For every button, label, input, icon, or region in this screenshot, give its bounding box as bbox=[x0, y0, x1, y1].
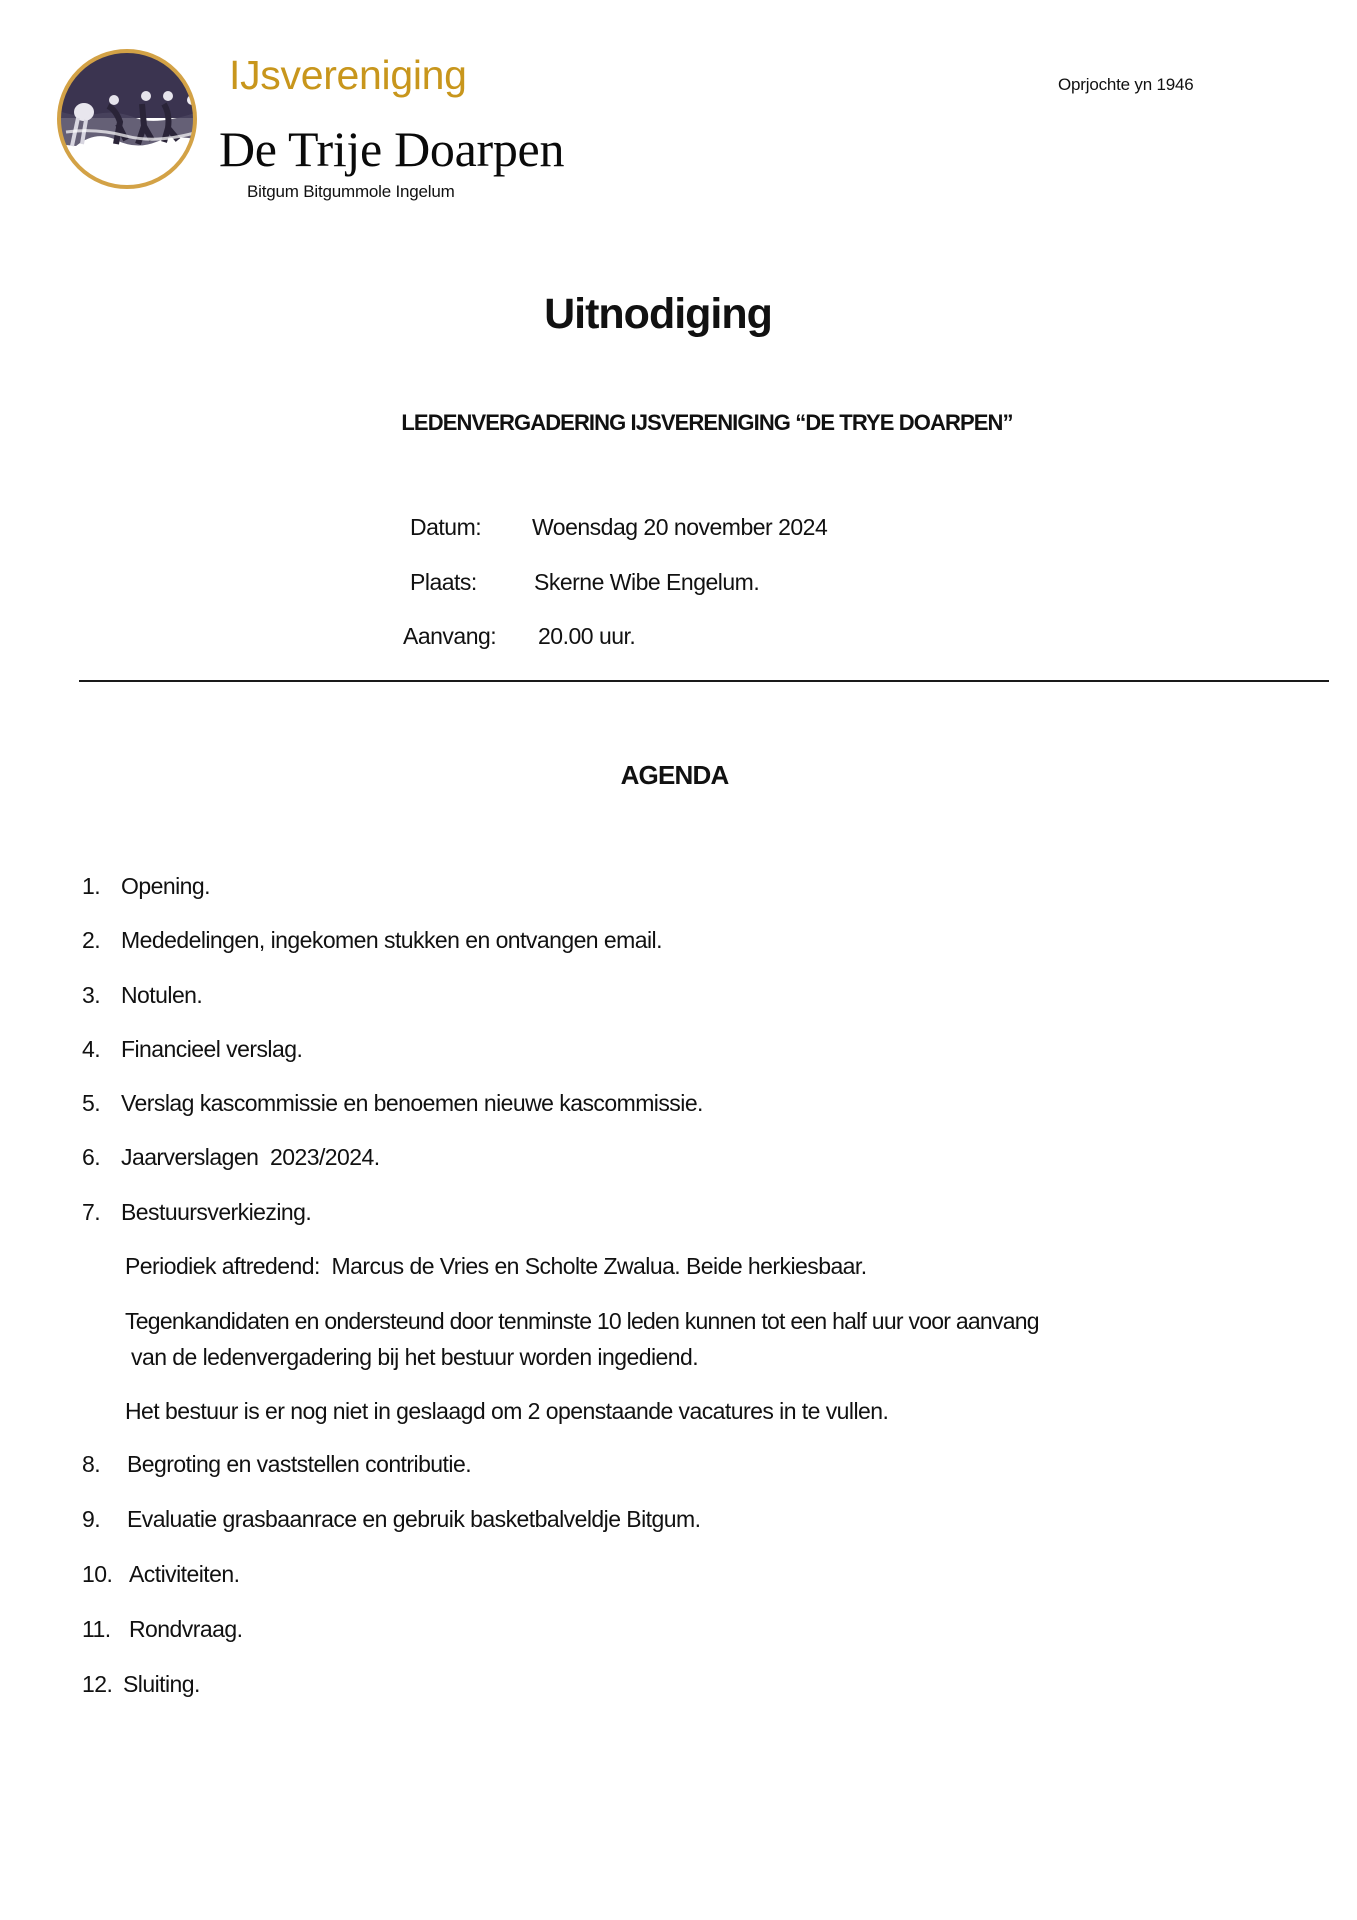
founded-year: Oprjochte yn 1946 bbox=[1058, 75, 1194, 94]
date-value: Woensdag 20 november 2024 bbox=[532, 514, 828, 540]
agenda-item-text: Activiteiten. bbox=[129, 1561, 240, 1587]
agenda-item-text: Financieel verslag. bbox=[121, 1036, 303, 1062]
agenda-item-number: 8. bbox=[82, 1451, 101, 1477]
agenda-item-text: Sluiting. bbox=[123, 1671, 200, 1697]
agenda-note-candidates-line1: Tegenkandidaten en ondersteund door tenminste 10 leden kunnen tot een half uur voor aanvang bbox=[125, 1308, 1039, 1334]
agenda-item-number: 7. bbox=[82, 1199, 101, 1225]
agenda-item-number: 5. bbox=[82, 1090, 101, 1116]
document-title: Uitnodiging bbox=[544, 290, 772, 338]
club-logo bbox=[56, 48, 198, 190]
agenda-item-text: Notulen. bbox=[121, 982, 203, 1008]
divider-line bbox=[79, 680, 1329, 682]
agenda-item-text: Mededelingen, ingekomen stukken en ontvangen email. bbox=[121, 927, 662, 953]
agenda-item-number: 3. bbox=[82, 982, 101, 1008]
agenda-item-text: Jaarverslagen 2023/2024. bbox=[121, 1144, 380, 1170]
agenda-note-retiring: Periodiek aftredend: Marcus de Vries en Scholte Zwalua. Beide herkiesbaar. bbox=[125, 1253, 867, 1279]
agenda-item-text: Verslag kascommissie en benoemen nieuwe kascommissie. bbox=[121, 1090, 703, 1116]
place-value: Skerne Wibe Engelum. bbox=[534, 569, 760, 595]
agenda-heading: AGENDA bbox=[620, 760, 729, 790]
agenda-item-number: 12. bbox=[82, 1671, 113, 1697]
agenda-note-vacancies: Het bestuur is er nog niet in geslaagd om 2 openstaande vacatures in te vullen. bbox=[125, 1398, 889, 1424]
agenda-item-text: Opening. bbox=[121, 873, 210, 899]
start-time-label: Aanvang: bbox=[403, 623, 497, 649]
agenda-item-text: Evaluatie grasbaanrace en gebruik basketbalveldje Bitgum. bbox=[127, 1506, 701, 1532]
agenda-item-number: 6. bbox=[82, 1144, 101, 1170]
org-prefix: IJsvereniging bbox=[229, 52, 467, 98]
agenda-item-number: 4. bbox=[82, 1036, 101, 1062]
skaters-photo-icon bbox=[56, 48, 198, 190]
agenda-item-number: 2. bbox=[82, 927, 101, 953]
start-time-value: 20.00 uur. bbox=[538, 623, 636, 649]
agenda-note-candidates-line2: van de ledenvergadering bij het bestuur worden ingediend. bbox=[131, 1344, 699, 1370]
agenda-item-number: 10. bbox=[82, 1561, 113, 1587]
agenda-item-number: 11. bbox=[82, 1616, 111, 1642]
org-name: De Trije Doarpen bbox=[219, 121, 565, 177]
agenda-item-number: 9. bbox=[82, 1506, 101, 1532]
agenda-item-text: Bestuursverkiezing. bbox=[121, 1199, 312, 1225]
date-label: Datum: bbox=[410, 514, 482, 540]
agenda-item-text: Rondvraag. bbox=[129, 1616, 243, 1642]
org-villages: Bitgum Bitgummole Ingelum bbox=[247, 182, 455, 201]
agenda-item-number: 1. bbox=[82, 873, 101, 899]
agenda-item-text: Begroting en vaststellen contributie. bbox=[127, 1451, 472, 1477]
place-label: Plaats: bbox=[410, 569, 477, 595]
meeting-title: LEDENVERGADERING IJSVERENIGING “DE TRYE DOARPEN” bbox=[401, 410, 1013, 435]
